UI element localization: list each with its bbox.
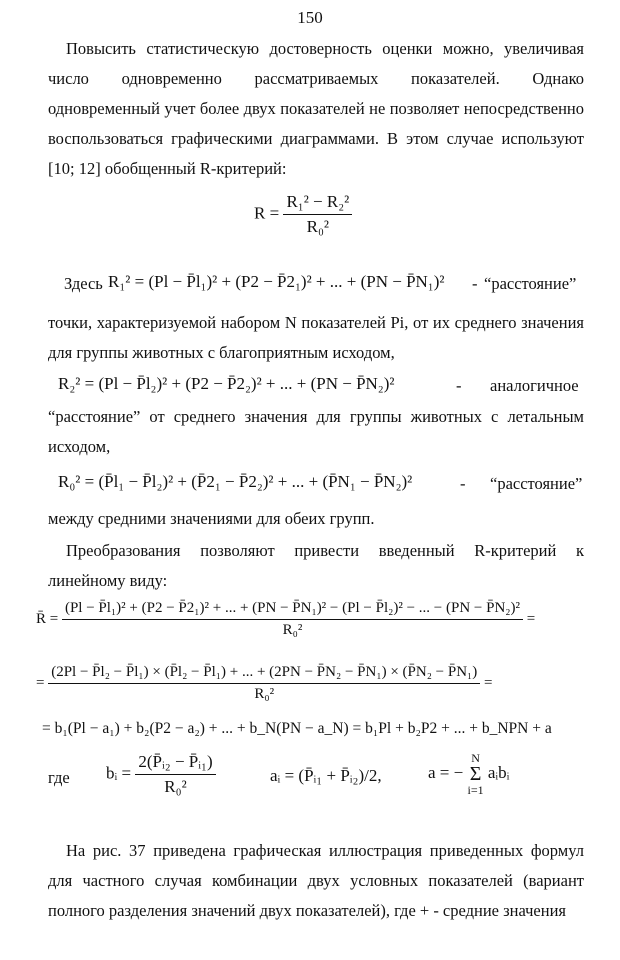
equation-b (106, 752, 216, 797)
summation-upper: N (471, 751, 480, 765)
equation-b-denominator: R₀² (164, 777, 187, 796)
paragraph-intro-text: Повысить статистическую достоверность оценки можно, увеличивая число одновременно рассматриваемых показателей. Однако одновременный учет более двух показателей не позволяет непосредственно воспользоваться графическими диаграммами. В этом случае используют [10; 12] обобщенный R-критерий: (48, 39, 584, 178)
summation-block (467, 752, 483, 796)
equation-linear: = b₁(Pl − a₁) + b₂(P2 − a₂) + ... + b_N(PN − a_N) = b₁Pl + b₂P2 + ... + b_NPN + a (42, 720, 552, 737)
paragraph-r2-desc: “расстояние” от среднего значения для группы животных с летальным исходом, (48, 407, 584, 456)
equation-big-2 (36, 664, 493, 703)
paragraph-figure (48, 836, 584, 926)
equation-big-2-rhs: = (484, 674, 493, 691)
paragraph-figure-text: На рис. 37 приведена графическая иллюстрация приведенных формул для частного случая комбинации двух условных показателей (вариант полного разделения значений двух показателей), где + - средние значения (48, 841, 584, 920)
equation-a-i: aᵢ = (P̄ᵢ₁ + P̄ᵢ₂)/2, (270, 766, 382, 785)
paragraph-r1-desc: точки, характеризуемой набором N показателей Pi, от их среднего значения для группы животных с благоприятным исходом, (48, 313, 584, 362)
equation-b-numerator: 2(P̄ᵢ₂ − P̄ᵢ₁) (135, 752, 215, 775)
equation-big-1-fraction (62, 600, 523, 639)
equation-big-2-numerator: (2Pl − P̄l₂ − P̄l₁) × (P̄l₂ − P̄l₁) + ... + (2PN − P̄N₂ − P̄N₁) × (P̄N₂ − P̄N₁) (48, 664, 480, 684)
equation-a-sum (428, 752, 509, 796)
equation-r-criterion (254, 192, 352, 237)
equation-r2: R₂² = (Pl − P̄l₂)² + (P2 − P̄2₂)² + ... + (PN − P̄N₂)² (58, 374, 395, 393)
summation-sigma: Σ (469, 763, 482, 785)
equation-big-1-lhs: R̄ = (36, 610, 59, 627)
equation-ro-text: “расстояние” (490, 474, 583, 493)
equation-ro-dash: - (460, 474, 466, 493)
label-gde: где (48, 768, 70, 787)
equation-big-2-denominator: R₀² (254, 686, 275, 702)
equation-r1-text: “расстояние” (484, 274, 577, 293)
equation-b-lhs: bᵢ = (106, 763, 132, 783)
paragraph-transform (48, 536, 584, 596)
equation-big-1-numerator: (Pl − P̄l₁)² + (P2 − P̄2₁)² + ... + (PN − P̄N₁)² − (Pl − P̄l₂)² − ... − (PN − P̄N₂)² (62, 600, 523, 620)
equation-r-lhs: R = (254, 203, 280, 223)
equation-big-2-lhs: = (36, 674, 45, 691)
equation-a-sum-lhs: a = − (428, 762, 464, 782)
equation-b-fraction (135, 752, 215, 797)
equation-big-1-denominator: R₀² (282, 622, 303, 638)
equation-r2-dash: - (456, 376, 462, 395)
equation-ro: R₀² = (P̄l₁ − P̄l₂)² + (P̄2₁ − P̄2₂)² + ... + (P̄N₁ − P̄N₂)² (58, 472, 413, 491)
equation-r1: R₁² = (Pl − P̄l₁)² + (P2 − P̄2₁)² + ... + (PN − P̄N₁)² (108, 272, 445, 291)
paragraph-transform-text: Преобразования позволяют привести введенный R-критерий к линейному виду: (48, 541, 584, 590)
label-zdes: Здесь (64, 274, 103, 293)
equation-r-numerator: R₁² − R₂² (283, 192, 352, 215)
equation-r-denominator: R₀² (306, 217, 330, 236)
summation-lower: i=1 (467, 783, 484, 797)
equation-r1-dash: - (472, 274, 478, 293)
equation-a-sum-rhs: aᵢbᵢ (487, 762, 510, 782)
equation-big-1-rhs: = (526, 610, 536, 627)
page-number: 150 (297, 8, 323, 27)
equation-big-1 (36, 600, 535, 639)
paragraph-ro-desc: между средними значениями для обеих групп. (48, 509, 375, 528)
equation-big-2-fraction (48, 664, 480, 703)
paragraph-intro (48, 34, 584, 184)
equation-r2-text: аналогичное (490, 376, 579, 395)
equation-r-fraction (283, 192, 352, 237)
